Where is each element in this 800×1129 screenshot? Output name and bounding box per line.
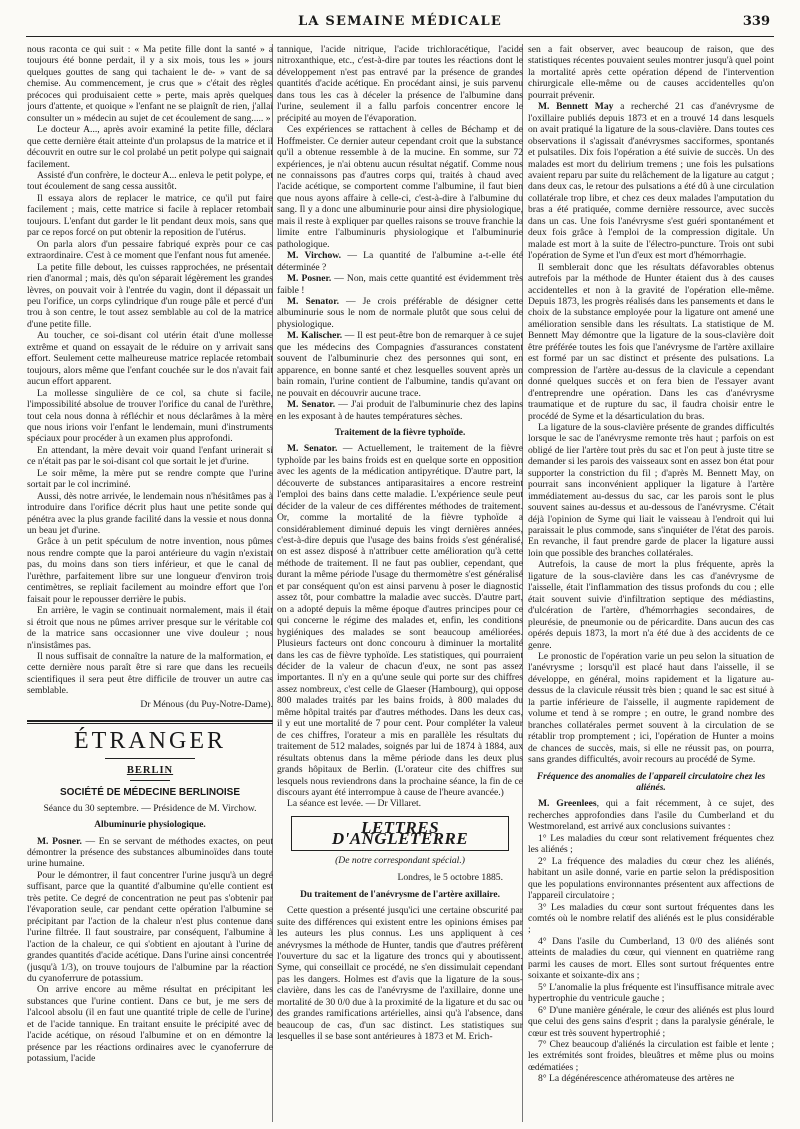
session-line: Séance du 30 septembre. — Présidence de M. Virchow. [43, 802, 257, 814]
paragraph: — Il est peut-être bon de remarquer à ce sujet que les médecins des Compagnies d'assurances constatent souvent de l'albuminurie chez des personnes qui sont, en apparence, en bonne santé et chez lesquelles souvent après un bain romain, l'urine contient de l'albumine, tandis qu'avant on ne pouvait en découvrir aucune trace. [277, 330, 523, 399]
list-item: 2° La fréquence des maladies du cœur chez les aliénés, habitant un asile donné, varie en partie selon la prédisposition que les populations environnantes présentent aux affections de l'appareil circulatoire ; [528, 855, 774, 902]
journal-title: LA SEMAINE MÉDICALE [298, 14, 502, 29]
paragraph: La mollesse singulière de ce col, sa chute si facile, l'impossibilité absolue de trouver l'orifice du canal de l'urèthre, tout cela nous donna à réfléchir et nous déclarâmes à la mère que nous irions voir l'enfant le lendemain, muni d'instruments spéciaux pour procéder à un examen plus approfondi. [27, 387, 273, 445]
dateline: Londres, le 5 octobre 1885. [397, 872, 503, 884]
speaker-name: M. Kalischer. [287, 330, 343, 342]
society-heading: SOCIÉTÉ DE MÉDECINE BERLINOISE [59, 787, 241, 799]
paragraph: — La quantité de l'albumine a-t-elle été déterminée ? [277, 250, 523, 273]
paragraph: Assisté d'un confrère, le docteur A... enleva le petit polype, et tout écoulement de sang cessa aussitôt. [27, 169, 273, 193]
rubric-title: ÉTRANGER [74, 728, 226, 755]
paragraph: Le pronostic de l'opération varie un peu selon la situation de l'anévrysme ; lorsqu'il est placé haut dans l'aisselle, il se développe, en général, moins rapidement et la ligature au-dessus de la clavicule réussit très bien ; quand le sac est situé à la partie inférieure de l'aisselle, il augmente rapidement de volume et tend à se rompre ; en outre, le grand nombre des branches collatérales permet souvent à la circulation de se rétablir trop promptement ; ici, l'opération de Hunter a moins de chances de succès, mais, si elle ne réussit pas, on pourra, sans grandes difficultés, avoir recours au procédé de Syme. [528, 651, 774, 766]
speaker-name: M. Posner. [37, 835, 82, 847]
list-item: 3° Les maladies du cœur sont surtout fréquentes dans les comtés où le nombre relatif des aliénés est le plus considérable ; [528, 901, 774, 936]
paragraph: La ligature de la sous-clavière présente de grandes difficultés lorsque le sac de l'anévrysme remonte très haut ; parfois on est obligé de lier l'artère tout près du sac et l'on peut à juste titre se demander si les parois des vaisseaux sont en assez bon état pour supporter la constriction du fil ; d'après M. Bennett May, on pourrait sans inconvénient appliquer la ligature à l'artère immédiatement au-dessus du sac, car les parois sont le plus souvent saines au-dessus et au-dessous de l'anévrysme. C'était déjà l'opinion de Syme qui liait le vaisseau à l'endroit qui lui paraissait le plus commode, sans s'inquiéter de l'état des parois. En revanche, il faut prendre garde de placer la ligature aussi loin que possible des branches collatérales. [528, 421, 774, 559]
list-item: 8° La dégénérescence athéromateuse des artères ne [538, 1073, 735, 1085]
speaker-name: M. Senator. [287, 443, 338, 455]
header-rule [26, 36, 774, 37]
speaker-name: M. Greenlees [538, 798, 597, 810]
paragraph: a recherché 21 cas d'anévrysme de l'oxillaire publiés depuis 1873 et en a trouvé 14 dans lesquels on avait pratiqué la ligature de la sous-clavière. Dans toutes ces observations il s'agissait d'anévrysmes sacciformes, spontanés et pulsatiles. Dix fois l'opération a été suivie de succès. Un des malades est mort du delirium tremens ; une fois les pulsations avaient reparu par suite du relâchement de la ligature au catgut ; dans deux cas, le retour des pulsations a été dû à une circulation collatérale trop libre, et chez ces deux malades l'amputation du bras a été pratiquée, comme dernière ressource, avec succès dans un cas. Une fois l'anévrysme s'est guéri spontanément et deux fois grâce à l'emploi de la compression digitale. Un malade est mort à la suite de l'électro-puncture. Trois ont subi l'opération de Syme et l'un d'eux est mort d'hémorrhagie. [528, 101, 774, 262]
paragraph: Grâce à un petit spéculum de notre invention, nous pûmes nous rendre compte que la paroi antérieure du vagin n'existait pas, du moins dans son tiers inférieur, et que le canal de l'urèthre, parfaitement libre sur une longueur d'environ trois centimètres, se repliait facilement au moindre effort que l'on faisait pour le repousser derrière le pubis. [27, 536, 273, 605]
list-item: 7° Chez beaucoup d'aliénés la circulation est faible et lente ; les extrémités sont froides, bleuâtres et même plus ou moins œdématiées ; [528, 1038, 774, 1073]
paragraph: — Je crois préférable de désigner cette albuminurie sous le nom de normale plutôt que sous celui de physiologique. [277, 295, 523, 330]
paragraph: On arrive encore au même résultat en précipitant les substances que l'urine contient. Dans ce but, je me sers de l'alcool absolu (il en faut une quantité triple de celle de l'urine) et de l'acide tannique. En traitant ensuite le précipité avec de l'acide acétique, on résoud l'albumine et on en démontre la présence par les réactions ordinaires avec le cyanoferrure de potassium, l'acide [27, 984, 273, 1065]
paragraph: En arrière, le vagin se continuait normalement, mais il était si étroit que nous ne pûmes arriver presque sur le véritable col de la matrice sans occasionner une vive douleur ; nous n'insistâmes pas. [27, 605, 273, 651]
paragraph: Il semblerait donc que les résultats défavorables obtenus autrefois par la méthode de Hunter étaient dus à des causes accidentelles et non à la gravité de l'opération elle-même. Depuis 1873, les progrès réalisés dans les pansements et dans le choix de la substance employée pour la ligature ont amené une amélioration sensible dans les résultats. La statistique de M. Bennett May démontre que la ligature de la sous-clavière doit être préférée toutes les fois que l'anévrysme de l'artère axillaire est formé par un sac distinct et présente des pulsations. La compression de l'artère au-dessus de la clavicule a cependant donné quelques succès et on fera bien de l'essayer avant d'entreprendre une opération. Dans les cas d'anévrysme traumatique et de rupture du sac, il faudra choisir entre le procédé de Syme et la désarticulation du bras. [528, 261, 774, 422]
list-item: 6° D'une manière générale, le cœur des aliénés est plus lourd que celui des gens sains d'esprit ; dans la paralysie générale, le cœur est très souvent hypertrophié ; [528, 1004, 774, 1039]
page-number: 339 [742, 14, 770, 29]
closing-line: La séance est levée. — Dr Villaret. [287, 798, 422, 810]
speaker-name: M. Virchow. [287, 250, 342, 262]
column-3 [528, 44, 774, 1120]
subhead: Traitement de la fièvre typhoïde. [334, 427, 466, 438]
paragraph: sen a fait observer, avec beaucoup de raison, que des statistiques récentes pouvaient seules montrer jusqu'à quel point la mortalité après cette opération dépend de l'intervention chirurgicale elle-même ou de causes accidentelles qu'on pourrait prévenir. [528, 44, 774, 101]
paragraph: — J'ai produit de l'albuminurie chez des lapins en les exposant à de hautes températures sèches. [277, 399, 523, 422]
column-2 [277, 44, 523, 1120]
paragraph: Pour le démontrer, il faut concentrer l'urine jusqu'à un degré suffisant, parce que la quantité d'albumine qu'elle contient est très petite. Ce degré de concentration ne peut pas s'obtenir par l'évaporation seule, car pendant cette opération l'albumine se précipitant par l'action de la chaleur n'est plus contenue dans l'urine filtrée. Il faut soustraire, par conséquent, l'albumine à l'action de la chaleur, ce qui s'obtient en ajoutant à l'urine de grandes quantités d'acide acétique. Dans l'urine ainsi concentrée (jusqu'à 1/3), on trouve toujours de l'albumine par la réaction du cyanoferrure de potassium. [27, 869, 273, 984]
column-1 [27, 44, 273, 1120]
list-item: 5° L'anomalie la plus fréquente est l'insuffisance mitrale avec hypertrophie du ventricule gauche ; [528, 981, 774, 1005]
page-header [26, 14, 774, 34]
paragraph: Le soir même, la mère put se rendre compte que l'urine sortait par le col incriminé. [27, 467, 273, 491]
speaker-name: M. Bennett May [538, 101, 614, 113]
short-rule [130, 780, 170, 781]
speaker-name: M. Senator. [287, 295, 339, 307]
paragraph: Il essaya alors de replacer le matrice, ce qu'il put faire facilement ; mais, cette matrice si facile à replacer retombait toujours. L'enfant dut garder le lit pendant deux mois, sans que par ce repos forcé on put obtenir la reposition de l'utérus. [27, 192, 273, 239]
paragraph: Le docteur A..., après avoir examiné la petite fille, déclara que cette dernière était atteinte d'un prolapsus de la matrice et il découvrit en outre sur le col prolabé un petit polype qui saignait facilement. [27, 124, 273, 170]
subhead: Albuminurie physiologique. [94, 820, 206, 831]
paragraph: , qui a fait récemment, à ce sujet, des recherches approfondies dans l'asile du Cumberland et du Westmoreland, est arrivé aux conclusions suivantes : [528, 798, 774, 833]
paragraph: nous raconta ce qui suit : « Ma petite fille dont la santé » a toujours été bonne perdait, il y a six mois, tous les » jours quelques gouttes de sang qui tachaient le de- » vant de sa chemise. Au commencement, je crus que » c'était des règles précoces qui produisaient cette » perte, mais après quelques jours d'attente, et quoique » l'enfant ne se plaignît de rien, j'allai consulter un » médecin au sujet de cet écoulement de sang..... » [27, 44, 273, 124]
paragraph: Il nous suffisait de connaître la nature de la malformation, et cette dernière nous paraît être si rare que dans les recueils scientifiques il sera peut être difficile de trouver un autre cas semblable. [27, 651, 273, 697]
city-heading: BERLIN [126, 764, 174, 776]
paragraph: On parla alors d'un pessaire fabriqué exprès pour ce cas extraordinaire. C'est à ce moment que l'enfant nous fut amenée. [27, 238, 273, 262]
paragraph: La petite fille debout, les cuisses rapprochées, ne présentait rien d'anormal ; mais, dès qu'on séparait légèrement les grandes lèvres, on pouvait voir à l'entrée du vagin, dont il dépassait un peu l'orifice, un corps cylindrique d'un rouge pâle et percé d'un trou à son centre, le tout assez semblable au col de la matrice d'une petite fille. [27, 261, 273, 330]
paragraph: Aussi, dès notre arrivée, le lendemain nous n'hésitâmes pas à introduire dans l'orifice décrit plus haut une petite sonde qui pénétra avec la plus grande facilité dans la vessie et nous donna un beau jet d'urine. [27, 490, 273, 537]
subhead: Fréquence des anomalies de l'appareil circulatoire chez les aliénés. [536, 771, 766, 793]
speaker-name: M. Senator. [287, 399, 336, 411]
paragraph: Cette question a présenté jusqu'ici une certaine obscurité par suite des différences qui existent entre les opinions émises par les auteurs les plus connus. Les uns appliquent à ces anévrysmes la méthode de Hunter, tandis que d'autres préfèrent l'ouverture du sac et la ligature des troncs qui y aboutissent. Syme, qui conseillait ce procédé, ne s'en dissimulait cependant pas les dangers. Holmes est d'avis que la ligature de la sous-clavière, dans les cas de l'anévrysme de l'axillaire, donne une mortalité de 30 0/0 due à la proximité de la ligature et du sac ou des grandes ramifications artérielles, ainsi qu'à l'absence, dans beaucoup de cas, d'un sac distinct. Les statistiques sur lesquelles il se base sont antérieures à 1873 et M. Erich- [277, 905, 523, 1043]
speaker-name: M. Posner. [287, 273, 332, 285]
section-rule [27, 720, 273, 722]
short-rule [105, 758, 195, 759]
list-item: 1° Les maladies du cœur sont relativement fréquentes chez les aliénés ; [528, 832, 774, 856]
list-item: 4° Dans l'asile du Cumberland, 13 0/0 des aliénés sont atteints de maladies du cœur, qui viennent en quatrième rang parmi les causes de mort. Elles sont surtout fréquentes entre soixante et soixante-dix ans ; [528, 935, 774, 982]
paragraph: — En se servant de méthodes exactes, on peut démontrer la présence des substances albuminoïdes dans toute urine humaine. [27, 835, 273, 870]
paragraph: — Actuellement, le traitement de la fièvre typhoïde par les bains froids est en quelque sorte en opposition avec les agents de la médication antipyrétique. D'autre part, la découverte de substances antiparasitaires a encore restreint l'emploi des bains dans cette maladie. L'expérience seule peut décider de la valeur de ces différentes méthodes de traitement. Or, comme la mortalité de la fièvre typhoïde a considérablement diminué depuis les vingt dernières années, c'est-à-dire depuis que l'usage des bains froids s'est généralisé, on est assez disposé à n'attribuer cette amélioration qu'à cette méthode de traitement. Il ne faut pas oublier, cependant, que durant la même période l'usage du thermomètre s'est généralisé et par conséquent qu'on est ainsi parvenu à poser le diagnostic assez tôt, pour combattre la maladie avec succès. D'autre part, on a adopté depuis la même époque d'autres principes pour ce qui concerne le régime des malades et, enfin, les conditions hygiéniques des malades se sont beaucoup améliorées. Plusieurs facteurs ont donc concouru à diminuer la mortalité dans les cas de fièvre typhoïde. Les statistiques, qui pourraient décider de la valeur de chacun d'eux, ne sont pas assez importantes. Il n'y en a qu'une seule qui porte sur des chiffres assez nombreux, c'est celle de Glaeser (Hambourg), qui oppose 800 malades traités par les bains froids, à 800 malades du même hôpital traités par d'autres méthodes. Dans les deux cas, il y eut une mortalité de 7 pour cent. Pour compléter la valeur de ces chiffres, l'orateur a mis en parallèle les résultats du traitement de 512 malades, soignés par lui de 1874 à 1884, aux résultats obtenus dans la même période dans les deux plus grands hôpitaux de Berlin. (L'orateur cite des chiffres sur lesquels nous reviendrons dans la prochaine séance, la fin de ce discours ayant été interrompue à cause de l'heure avancée.) [277, 443, 523, 798]
correspondent-line: (De notre correspondant spécial.) [335, 854, 465, 866]
paragraph: — Non, mais cette quantité est évidemment très faible ! [277, 273, 523, 296]
paragraph: Autrefois, la cause de mort la plus fréquente, après la ligature de la sous-clavière dans les cas d'anévrysme de l'aisselle, était l'inflammation des tissus profonds du cou ; elle était souvent suivie d'infiltration septique des médiastins, d'ulcération de l'artère, d'hémorrhagies secondaires, de pleurésie, de pneumonie ou de péricardite. Dans aucun des cas opérés depuis 1873, la mort n'a été due à des accidents de ce genre. [528, 559, 774, 651]
paragraph: En attendant, la mère devait voir quand l'enfant urinerait si ce n'était pas par le soi-disant col que sortait le jet d'urine. [27, 444, 273, 468]
paragraph: Au toucher, ce soi-disant col utérin était d'une mollesse extrême et quand on essayait de le réduire on y arrivait sans effort. Seulement cette malheureuse matrice replacée retombait toujours, alors même que l'enfant couchée sur le dos n'avait fait aucun effort apparent. [27, 330, 273, 388]
signature: Dr Ménous (du Puy-Notre-Dame). [140, 698, 273, 710]
section-rule [27, 723, 273, 724]
paragraph: tannique, l'acide nitrique, l'acide trichloracétique, l'acide nitroxanthique, etc., c'est-à-dire par toutes les réactions dont le développement n'est pas entravé par la présence de grandes quantités d'acide acétique. En procédant ainsi, je suis parvenu dans tous les cas à déceler la présence de l'albumine dans l'urine, seulement il a fallu parfois concentrer encore le précipité au moyen de l'évaporation. [277, 44, 523, 124]
letters-title: LETTRES D'ANGLETERRE [291, 816, 509, 851]
paragraph: Ces expériences se rattachent à celles de Béchamp et de Hoffmeister. Ce dernier auteur cependant croit que la substance qu'il a obtenue ressemble à de la mucine. En somme, sur 72 expériences, je n'ai obtenu aucun résultat négatif. Comme nous ne connaissons pas d'autres corps qui, traités à chaud avec l'acide acétique, se comportent comme l'albumine, il faut bien que nous ayons affaire à celle-ci, c'est-à-dire à l'albumine du sang. Il y a donc une albuminurie pour ainsi dire physiologique, mais il reste à expliquer par quelles raisons se trouve franchie la limite entre l'albuminuris physiologique et l'albuminurie pathologique. [277, 124, 523, 250]
subhead: Du traitement de l'anévrysme de l'artère axillaire. [300, 889, 500, 900]
